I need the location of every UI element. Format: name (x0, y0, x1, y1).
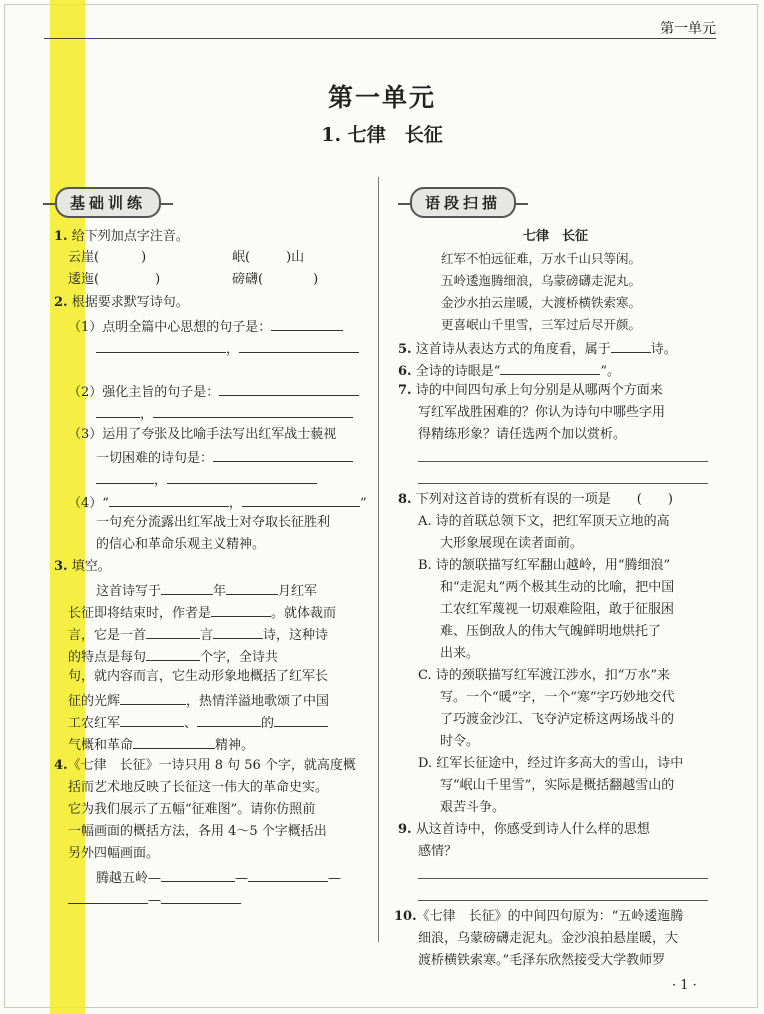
q4-line4: 一幅画面的概括方法，各用 4～5 个字概括出 (68, 824, 327, 839)
q3-line4: 的特点是每句 个字，全诗共 (68, 646, 278, 667)
question-10: 10.《七律 长征》的中间四句原为：“五岭逶迤腾 (394, 909, 684, 924)
q3-line2: 长征即将结束时，作者是 。就体裁而 (68, 602, 336, 623)
q8-option-b-3: 工农红军蔑视一切艰难险阻，敢于征服困 (440, 602, 675, 617)
question-1: 1. 给下列加点字注音。 (54, 229, 189, 244)
poem-line-2: 五岭逶迤腾细浪，乌蒙磅礴走泥丸。 (441, 273, 642, 288)
q10-line2: 细浪，乌蒙磅礴走泥丸。金沙浪拍悬崖暖，大 (418, 931, 679, 946)
q8-option-d-1: D. 红军长征途中，经过许多高大的雪山，诗中 (418, 756, 684, 771)
q8-option-d-2: 写“岷山千里雪”，实际是概括翻越雪山的 (440, 778, 675, 793)
q3-line1: 这首诗写于 年 月红军 (96, 580, 317, 601)
q7-line3: 得精练形象？请任选两个加以赏析。 (418, 427, 627, 442)
q8-option-c-3: 了巧渡金沙江、飞夺泸定桥这两场战斗的 (440, 712, 675, 727)
pinyin-line-2b: 磅礴( ) (232, 272, 319, 287)
q2-sub4-e: 的信心和革命乐观主义精神。 (96, 537, 266, 552)
q2-sub4-d: 一句充分流露出红军战士对夺取长征胜利 (96, 515, 331, 530)
q2-sub3-b: 一切困难的诗句是： (96, 447, 353, 468)
poem-line-1: 红军不怕远征难，万水千山只等闲。 (441, 251, 642, 266)
answer-line (418, 483, 708, 484)
q2-sub3-blank: ， (96, 469, 317, 490)
lesson-title: 1. 七律 长征 (321, 124, 443, 146)
q4-line3: 它为我们展示了五幅“征难图”。请你仿照前 (68, 802, 316, 817)
page-number: · 1 · (672, 978, 697, 993)
q9-line2: 感情？ (418, 844, 458, 859)
answer-line (418, 461, 708, 462)
q8-option-b-4: 难、压倒敌人的伟大气魄鲜明地烘托了 (440, 624, 662, 639)
header-rule (44, 38, 716, 39)
q8-option-b-1: B. 诗的颔联描写红军翻山越岭，用“腾细浪” (418, 558, 671, 573)
q8-option-b-2: 和“走泥丸”两个极其生动的比喻，把中国 (440, 580, 675, 595)
q3-line3: 言，它是一首 言 诗，这种诗 (68, 624, 328, 645)
q8-option-b-5: 出来。 (440, 646, 480, 661)
pinyin-line-1: 云崖( ) (68, 250, 147, 265)
running-header: 第一单元 (660, 21, 716, 37)
section-badge-passage-scan: 语段扫描 (410, 187, 516, 218)
answer-line (418, 878, 708, 879)
q3-line5: 句，就内容而言，它生动形象地概括了红军长 (68, 669, 329, 684)
question-7: 7. 诗的中间四句承上句分别是从哪两个方面来 (398, 383, 663, 398)
q4-line5: 另外四幅画面。 (68, 846, 160, 861)
section-badge-basic-training: 基础训练 (55, 187, 161, 218)
q2-sub2: （2）强化主旨的句子是： (68, 381, 359, 402)
question-2: 2. 根据要求默写诗句。 (54, 295, 189, 310)
answer-line (418, 900, 708, 901)
question-8: 8. 下列对这首诗的赏析有误的一项是 ( ) (398, 492, 673, 507)
q8-option-c-2: 写。一个“暖”字，一个“寒”字巧妙地交代 (440, 690, 675, 705)
q2-sub3: （3）运用了夸张及比喻手法写出红军战士藐视 (68, 427, 337, 442)
q4-line6: 腾越五岭— — — (96, 867, 341, 888)
pinyin-line-2: 逶迤( ) (68, 272, 161, 287)
q8-option-c-4: 时令。 (440, 734, 480, 749)
q4-line2: 括而艺术地反映了长征这一伟大的革命史实。 (68, 780, 329, 795)
question-3: 3. 填空。 (54, 559, 111, 574)
question-6: 6. 全诗的诗眼是“ ”。 (398, 360, 620, 381)
q3-line8: 气概和革命 精神。 (68, 734, 254, 755)
pinyin-line-1b: 岷( )山 (232, 250, 305, 265)
q8-option-a-1: A. 诗的首联总领下文，把红军顶天立地的高 (418, 514, 670, 529)
poem-line-3: 金沙水拍云崖暖，大渡桥横铁索寒。 (441, 295, 642, 310)
question-5: 5. 这首诗从表达方式的角度看，属于 诗。 (398, 338, 677, 359)
q8-option-c-1: C. 诗的颈联描写红军渡江涉水，扣“万水”来 (418, 668, 671, 683)
poem-title: 七律 长征 (523, 229, 589, 244)
column-divider (378, 177, 379, 942)
q4-line7: — (68, 889, 241, 910)
q8-option-a-2: 大形象展现在读者面前。 (440, 536, 584, 551)
q2-sub4: （4）“ ， ” (68, 492, 367, 513)
q2-sub1-blank: ， (96, 338, 359, 359)
q3-line6: 征的光辉 ，热情洋溢地歌颂了中国 (68, 690, 329, 711)
q2-sub2-blank: ， (96, 403, 353, 424)
question-9: 9. 从这首诗中，你感受到诗人什么样的思想 (398, 822, 650, 837)
q8-option-d-3: 艰苦斗争。 (440, 800, 506, 815)
question-4: 4.《七律 长征》一诗只用 8 句 56 个字，就高度概 (54, 758, 356, 773)
unit-title: 第一单元 (327, 83, 436, 112)
q2-sub1: （1）点明全篇中心思想的句子是： (68, 316, 343, 337)
q7-line2: 写红军战胜困难的？你认为诗句中哪些字用 (418, 405, 666, 420)
q10-line3: 渡桥横铁索寒。”毛泽东欣然接受大学教师罗 (418, 953, 666, 968)
q3-line7: 工农红军 、 的 (68, 712, 328, 733)
poem-line-4: 更喜岷山千里雪，三军过后尽开颜。 (441, 317, 642, 332)
